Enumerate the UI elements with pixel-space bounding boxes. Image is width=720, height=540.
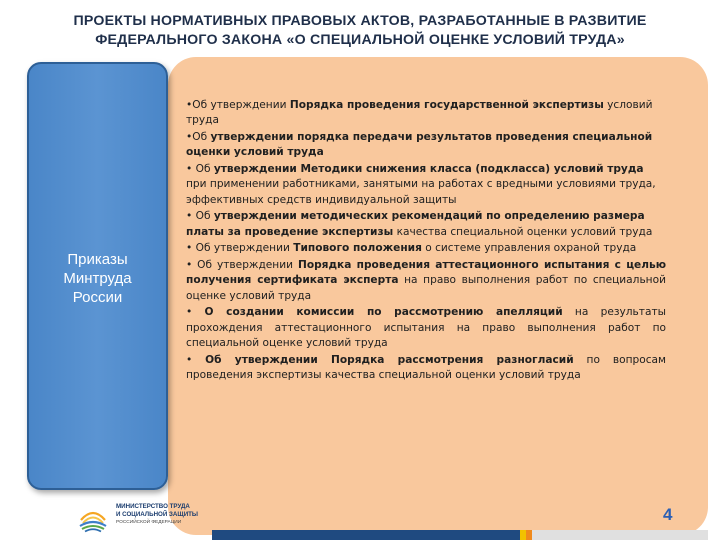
ministry-line-1: МИНИСТЕРСТВО ТРУДА [116,503,190,510]
side-label-line-2: Минтруда [63,270,132,287]
list-item-text: при применении работниками, занятыми на работах с вредными условиями труда, эффективных средств индивидуальной защиты [186,178,656,206]
page-number: 4 [663,505,673,524]
list-item-text: • Об утверждении [186,242,294,255]
ministry-name [116,503,226,527]
list-item-bold-text: Порядка проведения государственной экспертизы [289,99,604,111]
side-label-line-3: России [72,289,123,306]
list-item [186,258,666,304]
list-item-text: • [186,353,206,366]
list-item-bold-text: утверждении Методики снижения класса (подкласса) условий труда [213,163,644,175]
list-item-bold-text: Об утверждении Порядка рассмотрения разногласий [205,353,574,366]
list-item-text: •Об утверждении [186,99,290,111]
ministry-line-2: И СОЦИАЛЬНОЙ ЗАЩИТЫ [116,511,198,518]
list-item-text: • Об [186,210,214,223]
side-label-panel [27,62,168,490]
list-item-text: качества специальной оценки условий труда [393,225,653,238]
document-list [186,98,666,385]
list-item-bold-text: Порядка проведения аттестационного испытания с целью получения сертификата эксперта [186,259,666,287]
list-item [186,130,666,161]
list-item-bold-text: Типового положения [293,242,422,255]
list-item-text: • [186,306,205,319]
ministry-logo-icon [76,500,110,534]
list-item-text: • Об [186,163,214,175]
list-item [186,241,666,256]
footer-bar-dark [212,530,520,540]
list-item-text: о системе управления охраной труда [421,242,637,255]
list-item-text: •Об [186,131,211,143]
list-item [186,209,666,240]
list-item-text: условий труда [186,99,653,127]
list-item-text: на результаты прохождения аттестационного испытания на право выполнения работ по специальной оценке условий труда [186,306,666,350]
list-item-bold-text: О создании комиссии по рассмотрению апелляций [204,306,563,319]
title-line-1: ПРОЕКТЫ НОРМАТИВНЫХ ПРАВОВЫХ АКТОВ, РАЗРАБОТАННЫЕ В РАЗВИТИЕ [73,13,647,29]
list-item [186,353,666,384]
list-item-text: • Об утверждении [186,259,298,271]
ministry-line-3: РОССИЙСКОЙ ФЕДЕРАЦИИ [116,520,182,525]
slide-title [20,12,700,50]
title-line-2: ФЕДЕРАЛЬНОГО ЗАКОНА «О СПЕЦИАЛЬНОЙ ОЦЕНКЕ УСЛОВИЙ ТРУДА» [95,32,625,48]
list-item-text: по вопросам проведения экспертизы качества специальной оценки условий труда [186,353,667,382]
list-item [186,98,666,129]
list-item-bold-text: утверждении порядка передачи результатов проведения специальной оценки условий труда [186,131,653,159]
list-item-bold-text: утверждении методических рекомендаций по определению размера платы за проведение экспертизы [186,210,645,238]
list-item [186,162,666,208]
side-label [29,250,166,307]
list-item-text: на право выполнения работ по специальной оценке условий труда [186,274,666,302]
list-item [186,305,666,351]
side-label-line-1: Приказы [67,251,128,268]
footer-bar-light [532,530,708,540]
